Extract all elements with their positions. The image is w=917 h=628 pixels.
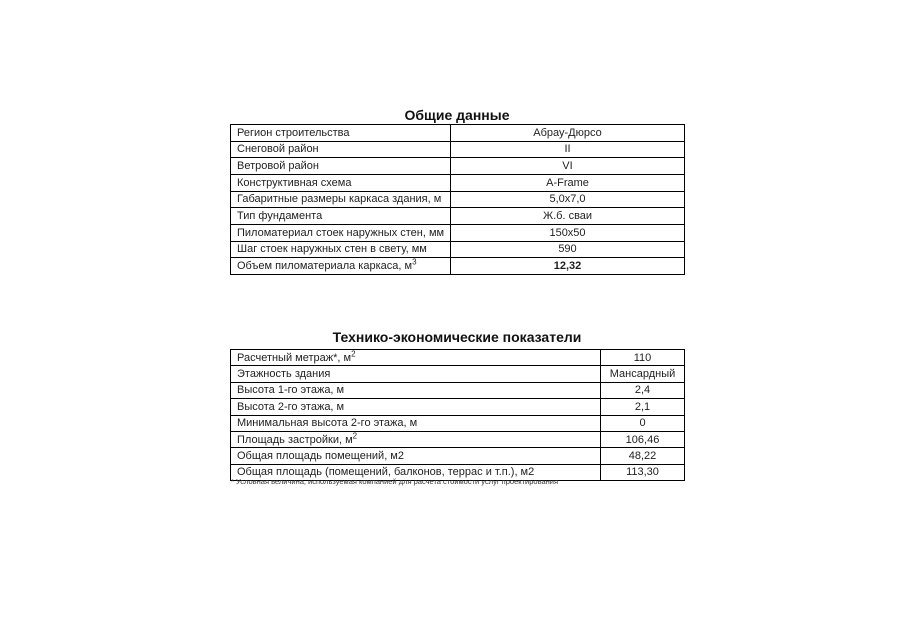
row-label: Конструктивная схема bbox=[231, 174, 451, 191]
row-label: Этажность здания bbox=[231, 366, 601, 382]
table-row bbox=[231, 258, 685, 275]
table-row bbox=[231, 415, 685, 431]
row-value: 0 bbox=[601, 415, 685, 431]
row-value: II bbox=[451, 141, 685, 158]
table-row bbox=[231, 158, 685, 175]
table-row bbox=[231, 224, 685, 241]
table-row bbox=[231, 174, 685, 191]
table-row bbox=[231, 366, 685, 382]
technical-indicators-table bbox=[230, 349, 685, 481]
row-value: 5,0x7,0 bbox=[451, 191, 685, 208]
unit-superscript: 3 bbox=[412, 257, 417, 267]
table-row bbox=[231, 350, 685, 366]
row-value: 106,46 bbox=[601, 431, 685, 447]
table-row bbox=[231, 208, 685, 225]
row-value: 150x50 bbox=[451, 224, 685, 241]
row-value: VI bbox=[451, 158, 685, 175]
footnote: * Условная величина, используемая компанией для расчета стоимости услуг проектирования bbox=[231, 477, 559, 486]
row-value: 110 bbox=[601, 350, 685, 366]
row-label: Высота 2-го этажа, м bbox=[231, 399, 601, 415]
row-label: Регион строительства bbox=[231, 125, 451, 142]
row-label: Ветровой район bbox=[231, 158, 451, 175]
row-label: Шаг стоек наружных стен в свету, мм bbox=[231, 241, 451, 258]
table-row bbox=[231, 448, 685, 464]
row-label: Высота 1-го этажа, м bbox=[231, 382, 601, 398]
table-row bbox=[231, 399, 685, 415]
table-row bbox=[231, 125, 685, 142]
row-value: 2,4 bbox=[601, 382, 685, 398]
row-value: 12,32 bbox=[451, 258, 685, 275]
row-label: Снеговой район bbox=[231, 141, 451, 158]
technical-indicators-title: Технико-экономические показатели bbox=[332, 329, 582, 345]
table-row bbox=[231, 382, 685, 398]
row-value: 48,22 bbox=[601, 448, 685, 464]
row-label: Общая площадь (помещений, балконов, террас и т.п.), м2 bbox=[231, 464, 601, 480]
unit-superscript: 2 bbox=[352, 431, 358, 440]
row-label: Минимальная высота 2-го этажа, м bbox=[231, 415, 601, 431]
row-value: Абрау-Дюрсо bbox=[451, 125, 685, 142]
row-value: Мансардный bbox=[601, 366, 685, 382]
row-value: 113,30 bbox=[601, 464, 685, 480]
table-row bbox=[231, 241, 685, 258]
table-row bbox=[231, 191, 685, 208]
row-label: Общая площадь помещений, м2 bbox=[231, 448, 601, 464]
row-value: 2,1 bbox=[601, 399, 685, 415]
row-value: A-Frame bbox=[451, 174, 685, 191]
table-row bbox=[231, 431, 685, 447]
table-row bbox=[231, 141, 685, 158]
row-value: 590 bbox=[451, 241, 685, 258]
row-label: Пиломатериал стоек наружных стен, мм bbox=[231, 224, 451, 241]
row-label: Тип фундамента bbox=[231, 208, 451, 225]
row-label: Расчетный метраж*, $м^2$ bbox=[231, 350, 601, 366]
row-label: Габаритные размеры каркаса здания, м bbox=[231, 191, 451, 208]
unit-superscript: 2 bbox=[351, 349, 356, 359]
row-value: Ж.б. сваи bbox=[451, 208, 685, 225]
row-label: Объем пиломатериала каркаса, $м^3$ bbox=[231, 258, 451, 275]
row-label: Площадь застройки, $м^2$ bbox=[231, 431, 601, 447]
general-data-title: Общие данные bbox=[404, 107, 510, 123]
general-data-table bbox=[230, 124, 685, 275]
